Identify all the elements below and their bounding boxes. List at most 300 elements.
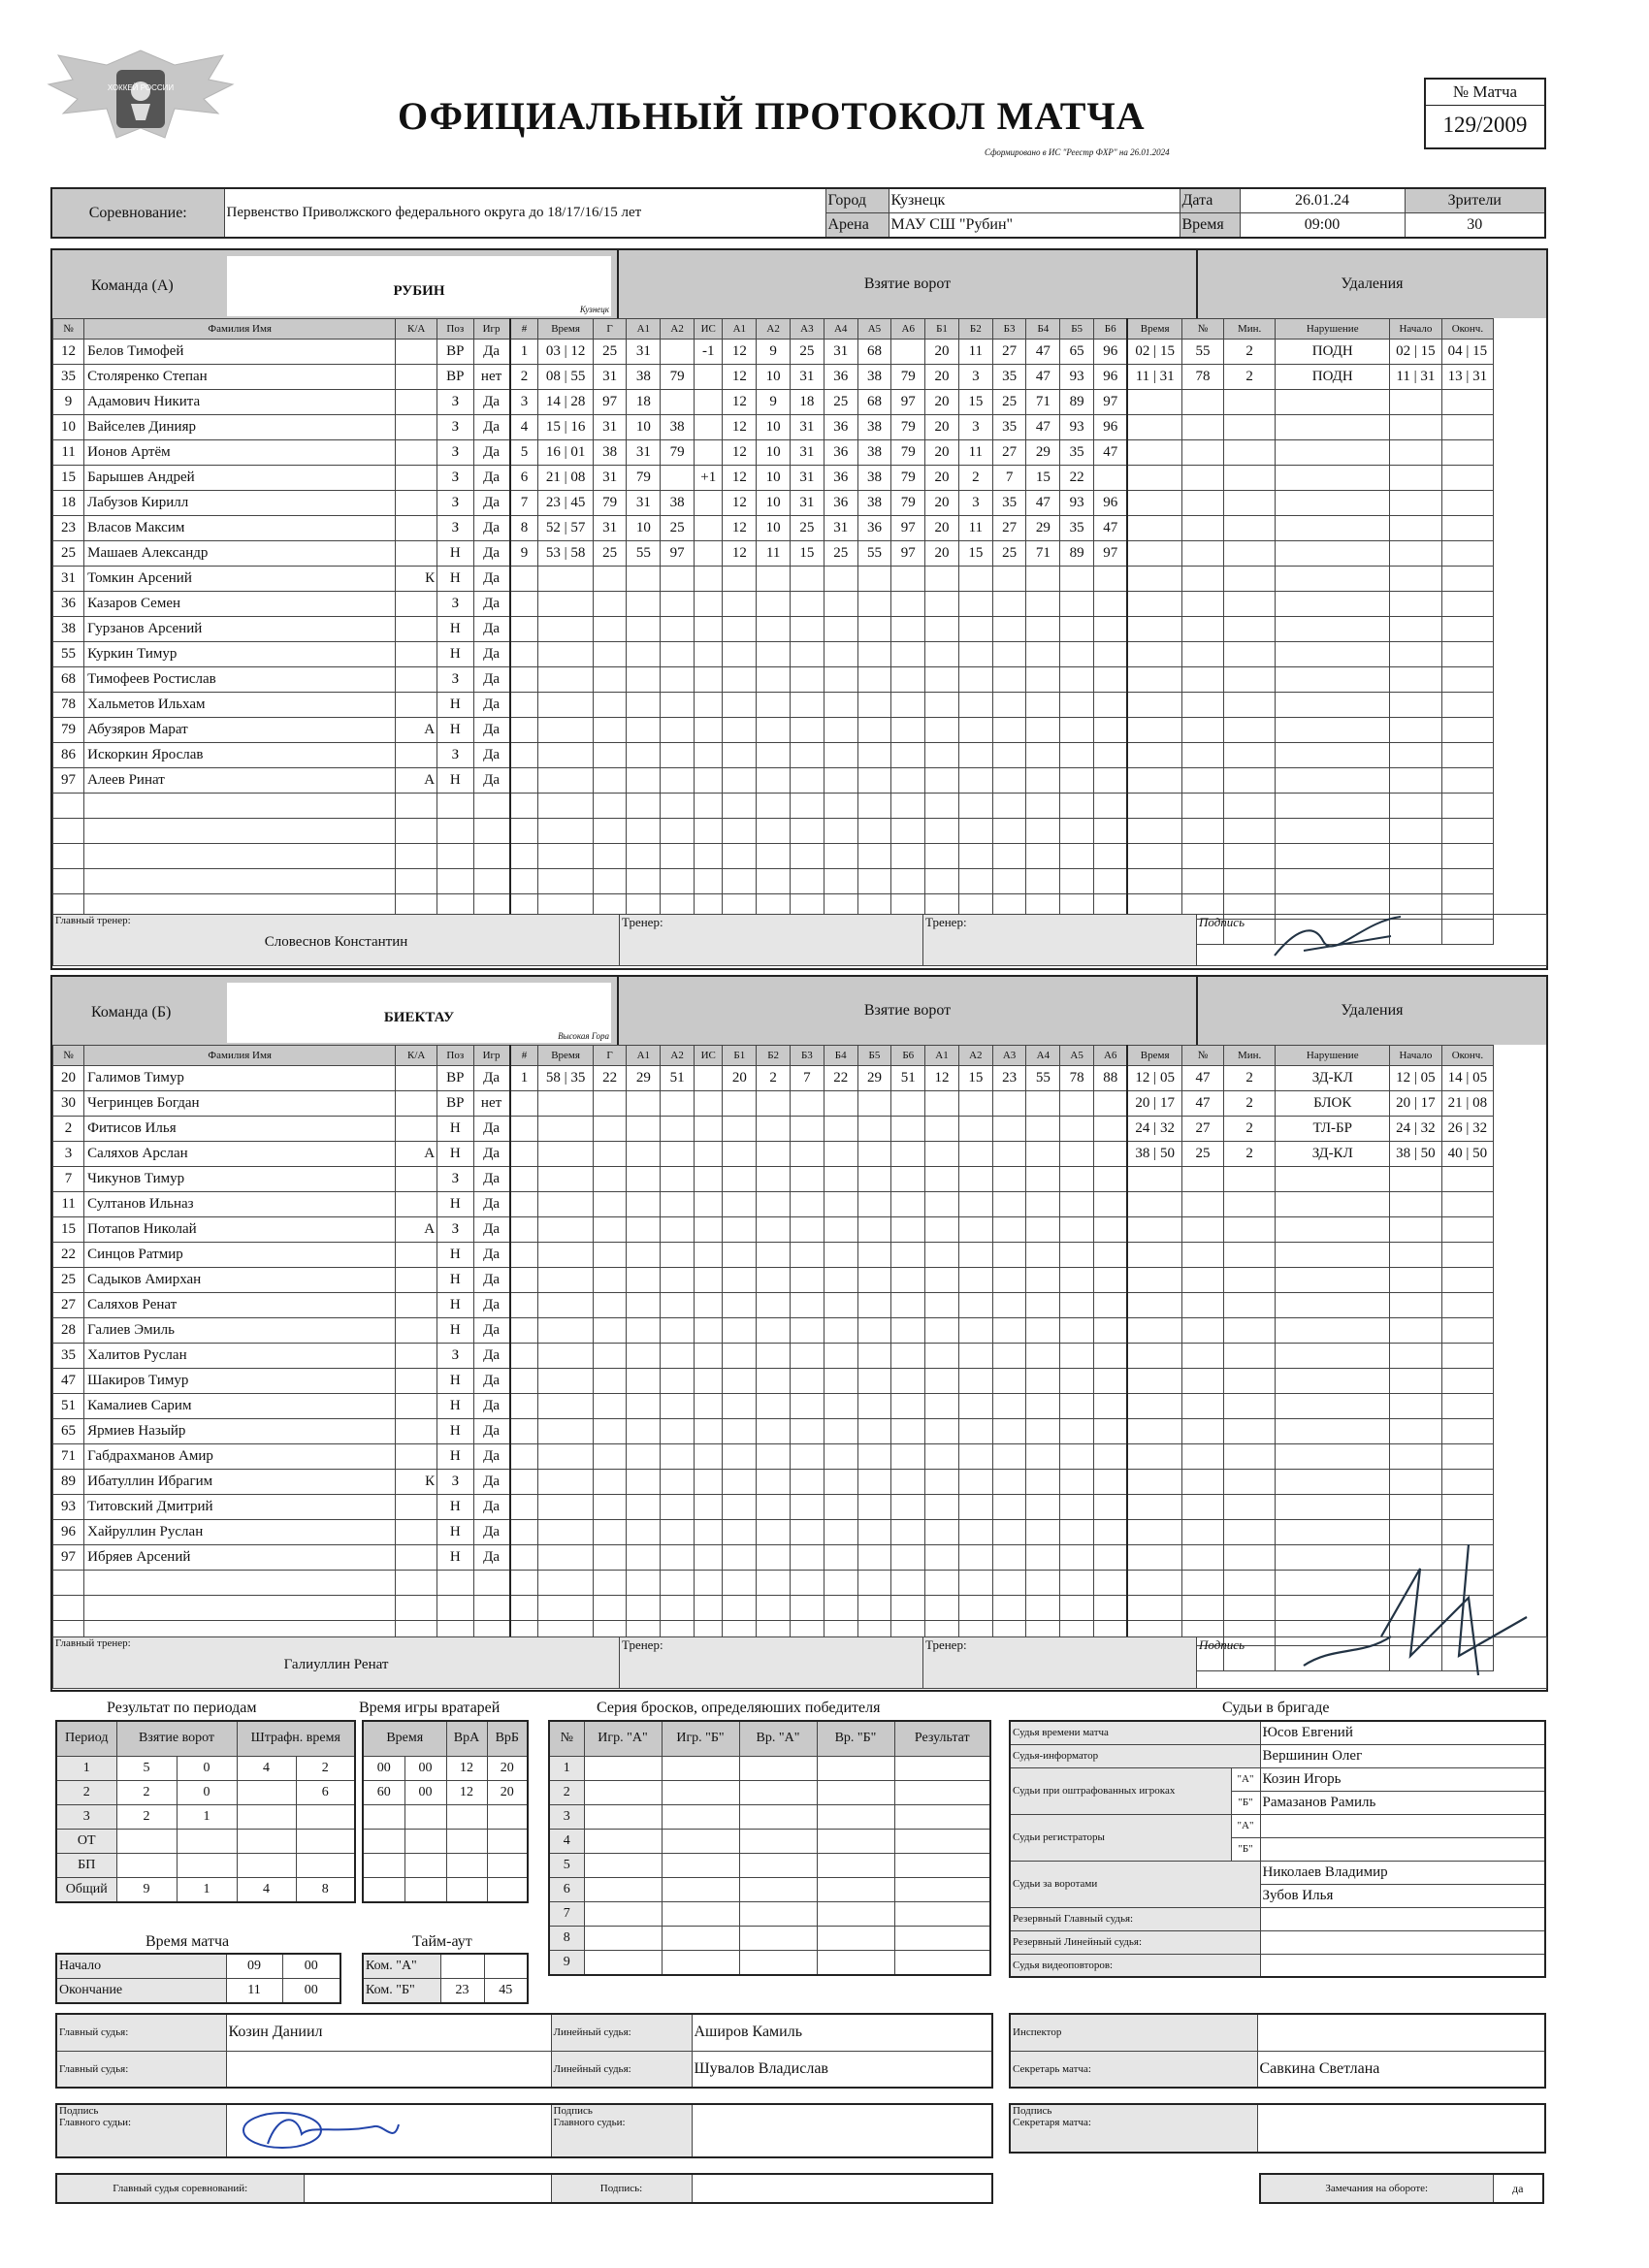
shootout-cell (894, 1756, 990, 1780)
goal-cell (857, 1268, 891, 1293)
goal-col-header: А2 (958, 1046, 992, 1066)
goal-cell (723, 1167, 757, 1192)
penalty-cell (1441, 642, 1494, 667)
penalty-cell (1127, 1167, 1181, 1192)
goal-cell (510, 1520, 538, 1545)
penalty-cell (1223, 1318, 1276, 1344)
penalty-cell (1390, 541, 1442, 567)
goal-cell (723, 1243, 757, 1268)
player-name: Чикунов Тимур (84, 1167, 396, 1192)
penalty-cell (1223, 667, 1276, 693)
goal-cell (925, 1520, 959, 1545)
officials-caption: Судьи в бригаде (1222, 1700, 1330, 1716)
goal-cell: 7 (791, 1066, 824, 1091)
goal-cell: 31 (627, 340, 661, 365)
goal-cell (925, 693, 959, 718)
officials-table (1009, 1720, 1546, 1978)
penalty-cell (1390, 466, 1442, 491)
goal-minute: 58 (545, 1070, 561, 1085)
player-name: Ионов Артём (84, 440, 396, 466)
table-row (53, 1167, 1546, 1192)
goal-cell (992, 794, 1026, 819)
goal-cell (510, 819, 538, 844)
goal-cell (661, 1369, 695, 1394)
goal-col-header: А6 (1094, 1046, 1128, 1066)
player-number: 11 (53, 1192, 84, 1217)
goal-cell (661, 1192, 695, 1217)
goal-cell: 10 (627, 415, 661, 440)
penalty-cell (1390, 1117, 1442, 1142)
goal-cell (1026, 1268, 1060, 1293)
shootout-cell (584, 1804, 662, 1829)
goal-cell (627, 592, 661, 617)
goal-cell (992, 1596, 1026, 1621)
penalty-col-header: № (1182, 1046, 1224, 1066)
table-row (53, 693, 1546, 718)
goal-cell (757, 1167, 791, 1192)
player-position: З (437, 466, 473, 491)
penalty-cell (1390, 642, 1442, 667)
goal-time (538, 617, 593, 642)
match-number: 129/2009 (1442, 113, 1528, 137)
team-b-label: Команда (Б) (91, 1004, 172, 1021)
table-row (53, 1268, 1546, 1293)
goal-cell: 29 (1026, 516, 1060, 541)
player-position: З (437, 1167, 473, 1192)
secretary-value: Савкина Светлана (1257, 2051, 1545, 2088)
player-name: Томкин Арсений (84, 567, 396, 592)
goalie-time-value (404, 1877, 446, 1902)
penalty-cell (1441, 516, 1494, 541)
goal-second: 16 (570, 419, 586, 435)
goal-cell (891, 1243, 925, 1268)
penalty-cell (1223, 844, 1276, 869)
goal-cell (1026, 1470, 1060, 1495)
goal-cell: 36 (824, 491, 857, 516)
goal-cell: 97 (891, 516, 925, 541)
goal-cell (891, 1318, 925, 1344)
goal-col-header: А1 (723, 319, 757, 340)
player-role (396, 617, 437, 642)
goal-cell (695, 1470, 723, 1495)
player-position: ВР (437, 1066, 473, 1091)
goalie-time-value (446, 1853, 487, 1877)
goal-cell (1026, 1117, 1060, 1142)
goal-cell: 12 (723, 340, 757, 365)
notes-table (1259, 2173, 1544, 2204)
spectators-label: Зрители (1405, 188, 1545, 213)
goal-time (538, 1091, 593, 1117)
goal-cell (891, 1217, 925, 1243)
period-value: 1 (177, 1877, 237, 1902)
goalie-time-value (404, 1829, 446, 1853)
goal-time (538, 1268, 593, 1293)
goal-cell (510, 1192, 538, 1217)
goal-cell: 68 (857, 340, 891, 365)
goal-cell (1060, 1495, 1094, 1520)
goal-cell (958, 869, 992, 894)
player-position: Н (437, 1495, 473, 1520)
goal-cell (992, 1545, 1026, 1571)
goal-cell (1094, 1167, 1128, 1192)
table-row (549, 1804, 990, 1829)
goal-cell (593, 1293, 627, 1318)
goal-cell: 25 (824, 390, 857, 415)
goal-cell (593, 1419, 627, 1444)
table-row (363, 1877, 528, 1902)
goal-time (538, 667, 593, 693)
goal-cell (857, 693, 891, 718)
goal-col-header: Время (538, 319, 593, 340)
goal-cell (510, 693, 538, 718)
goal-cell (661, 390, 695, 415)
goal-cell (1094, 844, 1128, 869)
shootout-row-number: 2 (549, 1780, 584, 1804)
table-row (53, 844, 1546, 869)
arena-value: МАУ СШ "Рубин" (889, 213, 1180, 239)
goal-cell (627, 1571, 661, 1596)
player-played: Да (473, 592, 509, 617)
timeout-table (362, 1953, 529, 2004)
goal-cell (1060, 844, 1094, 869)
goal-cell (891, 794, 925, 819)
penalty-cell (1390, 1066, 1442, 1091)
goal-cell: 25 (824, 541, 857, 567)
player-name: Галиев Эмиль (84, 1318, 396, 1344)
goal-cell: 2 (510, 365, 538, 390)
goal-cell: 65 (1060, 340, 1094, 365)
goal-cell (1094, 567, 1128, 592)
player-role (396, 541, 437, 567)
goal-cell: 3 (958, 415, 992, 440)
penalty-minutes: 2 (1223, 365, 1276, 390)
penalty-cell (1127, 768, 1181, 794)
goal-cell (661, 1545, 695, 1571)
goal-cell (510, 1571, 538, 1596)
goalie-time-value (363, 1829, 404, 1853)
goal-cell (757, 1318, 791, 1344)
goal-cell (958, 1545, 992, 1571)
shootout-cell (817, 1877, 894, 1901)
goal-cell (593, 768, 627, 794)
penalty-cell (1223, 642, 1276, 667)
goal-cell (824, 1142, 857, 1167)
goal-cell (891, 1142, 925, 1167)
player-played: Да (473, 516, 509, 541)
penalty-cell (1276, 466, 1390, 491)
goal-cell: 12 (723, 516, 757, 541)
table-row (53, 541, 1546, 567)
player-number: 15 (53, 466, 84, 491)
penalty-cell (1441, 1470, 1494, 1495)
goal-cell (1094, 1117, 1128, 1142)
player-number: 18 (53, 491, 84, 516)
player-role: К (396, 1470, 437, 1495)
player-position: Н (437, 1192, 473, 1217)
player-name: Власов Максим (84, 516, 396, 541)
goal-cell (695, 1066, 723, 1091)
penalty-cell (1223, 794, 1276, 819)
player-position: Н (437, 768, 473, 794)
goal-cell (925, 718, 959, 743)
goal-cell (723, 1117, 757, 1142)
linesman-1: Аширов Камиль (692, 2014, 992, 2051)
table-row (53, 1344, 1546, 1369)
period-label: 1 (56, 1756, 116, 1780)
goal-cell (1094, 1470, 1128, 1495)
period-value: 9 (116, 1877, 177, 1902)
goal-cell: 20 (925, 440, 959, 466)
table-row (56, 1804, 355, 1829)
penalty-col-header: Начало (1390, 1046, 1442, 1066)
goal-cell (695, 365, 723, 390)
goal-cell (593, 819, 627, 844)
penalty-col-header: Нарушение (1276, 1046, 1390, 1066)
goal-cell (891, 592, 925, 617)
goal-cell (661, 819, 695, 844)
period-value: 6 (296, 1780, 355, 1804)
goal-cell: +1 (695, 466, 723, 491)
time-separator: | (560, 369, 571, 384)
goal-cell: 15 (958, 541, 992, 567)
goal-cell (824, 1419, 857, 1444)
player-played: Да (473, 1192, 509, 1217)
goal-cell (925, 1167, 959, 1192)
goal-cell: 2 (958, 466, 992, 491)
shootout-cell (817, 1950, 894, 1975)
penalty-cell (1223, 1444, 1276, 1470)
penalty-cell (1127, 617, 1181, 642)
table-row (53, 516, 1546, 541)
goal-cell (661, 1596, 695, 1621)
player-name: Барышев Андрей (84, 466, 396, 491)
goal-cell (1060, 1571, 1094, 1596)
player-position: З (437, 1470, 473, 1495)
goalie-time-value (487, 1829, 528, 1853)
player-played: Да (473, 491, 509, 516)
penalty-col-header: Время (1127, 1046, 1181, 1066)
goal-cell (1094, 1596, 1128, 1621)
goal-cell (723, 1444, 757, 1470)
secretary-signature-table (1009, 2103, 1546, 2154)
penalty-cell (1390, 743, 1442, 768)
goal-cell: 97 (1094, 541, 1128, 567)
goal-cell (1060, 1520, 1094, 1545)
player-name: Синцов Ратмир (84, 1243, 396, 1268)
penalty-cell (1276, 617, 1390, 642)
goal-cell: 12 (723, 466, 757, 491)
goal-cell (791, 1369, 824, 1394)
penalty-cell (1223, 541, 1276, 567)
penalty-cell (1182, 1344, 1224, 1369)
penalty-cell (1276, 491, 1390, 516)
goal-second: 08 (570, 470, 586, 485)
goal-cell: 20 (925, 491, 959, 516)
player-position: З (437, 667, 473, 693)
roster-col-header: № (53, 1046, 84, 1066)
penalty-a-value: Козин Игорь (1260, 1767, 1545, 1791)
goal-cell (757, 743, 791, 768)
goal-cell (857, 1520, 891, 1545)
goal-cell (627, 844, 661, 869)
penalty-cell (1441, 541, 1494, 567)
penalty-cell (1390, 718, 1442, 743)
goal-cell: 9 (757, 340, 791, 365)
penalty-start-min: 12 (1396, 1070, 1411, 1085)
period-value (116, 1829, 177, 1853)
penalty-cell (1182, 567, 1224, 592)
penalty-cell (1182, 1167, 1224, 1192)
goal-cell: 31 (791, 365, 824, 390)
player-played (473, 1596, 509, 1621)
goal-time (538, 415, 593, 440)
reserve-line-label: Резервный Линейный судья: (1010, 1930, 1260, 1954)
shootout-row-number: 1 (549, 1756, 584, 1780)
goal-cell: 31 (791, 440, 824, 466)
goal-cell (857, 718, 891, 743)
player-position: З (437, 1344, 473, 1369)
goal-cell (695, 1091, 723, 1117)
penalty-cell (1276, 1495, 1390, 1520)
penalty-cell (1441, 1192, 1494, 1217)
goal-col-header: Б1 (925, 319, 959, 340)
penalty-cell (1441, 340, 1494, 365)
goal-cell: 22 (824, 1066, 857, 1091)
goal-cell: 38 (627, 365, 661, 390)
goal-cell (695, 491, 723, 516)
goal-cell (723, 1394, 757, 1419)
goal-cell (510, 1545, 538, 1571)
player-played: Да (473, 667, 509, 693)
goal-minute: 53 (545, 545, 561, 561)
goal-cell (661, 1167, 695, 1192)
goal-cell (661, 466, 695, 491)
penalty-cell (1182, 1596, 1224, 1621)
goal-cell (1026, 743, 1060, 768)
goal-cell (958, 1091, 992, 1117)
goal-cell (925, 1192, 959, 1217)
penalty-cell (1276, 1167, 1390, 1192)
city-value: Кузнецк (889, 188, 1180, 213)
penalty-cell (1127, 1571, 1181, 1596)
goal-cell (1060, 1117, 1094, 1142)
table-row (549, 1853, 990, 1877)
goal-col-header: А4 (824, 319, 857, 340)
goal-cell (1026, 1369, 1060, 1394)
goal-time (538, 1444, 593, 1470)
penalty-cell (1182, 541, 1224, 567)
goal-cell (695, 1444, 723, 1470)
period-value (177, 1829, 237, 1853)
shootout-caption: Серия бросков, определяюших победителя (597, 1700, 881, 1716)
goal-cell (723, 1470, 757, 1495)
goal-cell (1060, 1142, 1094, 1167)
goal-cell: 78 (1060, 1066, 1094, 1091)
goal-cell (627, 1217, 661, 1243)
penalty-start-sec: 31 (1420, 369, 1436, 384)
goal-time (538, 1117, 593, 1142)
penalty-cell (1441, 693, 1494, 718)
goal-time (538, 1394, 593, 1419)
goal-cell (824, 1293, 857, 1318)
goal-cell: 3 (958, 491, 992, 516)
penalty-cell (1127, 440, 1181, 466)
goal-cell: 10 (757, 365, 791, 390)
player-role (396, 1243, 437, 1268)
goal-cell (757, 667, 791, 693)
goal-cell (891, 617, 925, 642)
penalty-second: 31 (1159, 369, 1175, 384)
goal-cell (958, 1167, 992, 1192)
time-separator: | (560, 444, 571, 460)
penalty-cell (1182, 1318, 1224, 1344)
player-position: З (437, 491, 473, 516)
goal-cell (510, 1293, 538, 1318)
penalty-cell (1182, 1243, 1224, 1268)
shootout-row-number: 7 (549, 1901, 584, 1926)
penalty-cell (1276, 869, 1390, 894)
goal-cell (925, 1495, 959, 1520)
player-played (473, 869, 509, 894)
goal-cell (992, 592, 1026, 617)
shootout-cell (739, 1756, 817, 1780)
penalty-cell (1223, 1596, 1276, 1621)
shootout-cell (662, 1853, 739, 1877)
penalty-cell (1182, 390, 1224, 415)
goal-time (538, 466, 593, 491)
goal-cell (857, 1318, 891, 1344)
city-label: Город (825, 188, 889, 213)
goal-cell (510, 869, 538, 894)
goal-cell (1094, 1142, 1128, 1167)
penalty-second: 15 (1159, 343, 1175, 359)
shootout-cell (739, 1950, 817, 1975)
goal-cell (1094, 1419, 1128, 1444)
period-value (237, 1829, 296, 1853)
table-row (56, 1853, 355, 1877)
shootout-cell (662, 1901, 739, 1926)
goal-cell (1094, 667, 1128, 693)
goal-cell (791, 1192, 824, 1217)
table-row (53, 390, 1546, 415)
goal-cell (1026, 1495, 1060, 1520)
goal-col-header: ИС (695, 1046, 723, 1066)
player-number: 97 (53, 1545, 84, 1571)
player-played: Да (473, 1444, 509, 1470)
goal-cell (723, 1369, 757, 1394)
goal-cell (1026, 617, 1060, 642)
goal-cell (791, 1444, 824, 1470)
player-role (396, 415, 437, 440)
goal-cell (627, 617, 661, 642)
goal-cell (695, 516, 723, 541)
goal-cell (857, 1394, 891, 1419)
player-played: Да (473, 1117, 509, 1142)
goal-cell: 51 (661, 1066, 695, 1091)
shootout-cell (584, 1926, 662, 1950)
goal-cell (757, 1217, 791, 1243)
goal-cell (824, 617, 857, 642)
penalty-cell (1390, 340, 1442, 365)
penalty-minute: 38 (1135, 1146, 1150, 1161)
goal-cell (695, 541, 723, 567)
goal-cell (925, 743, 959, 768)
goal-col-header: А1 (627, 1046, 661, 1066)
team-b-goals-head: Взятие ворот (619, 977, 1198, 1045)
reserve-main-label: Резервный Главный судья: (1010, 1907, 1260, 1930)
goal-cell (1060, 768, 1094, 794)
goal-cell (695, 768, 723, 794)
